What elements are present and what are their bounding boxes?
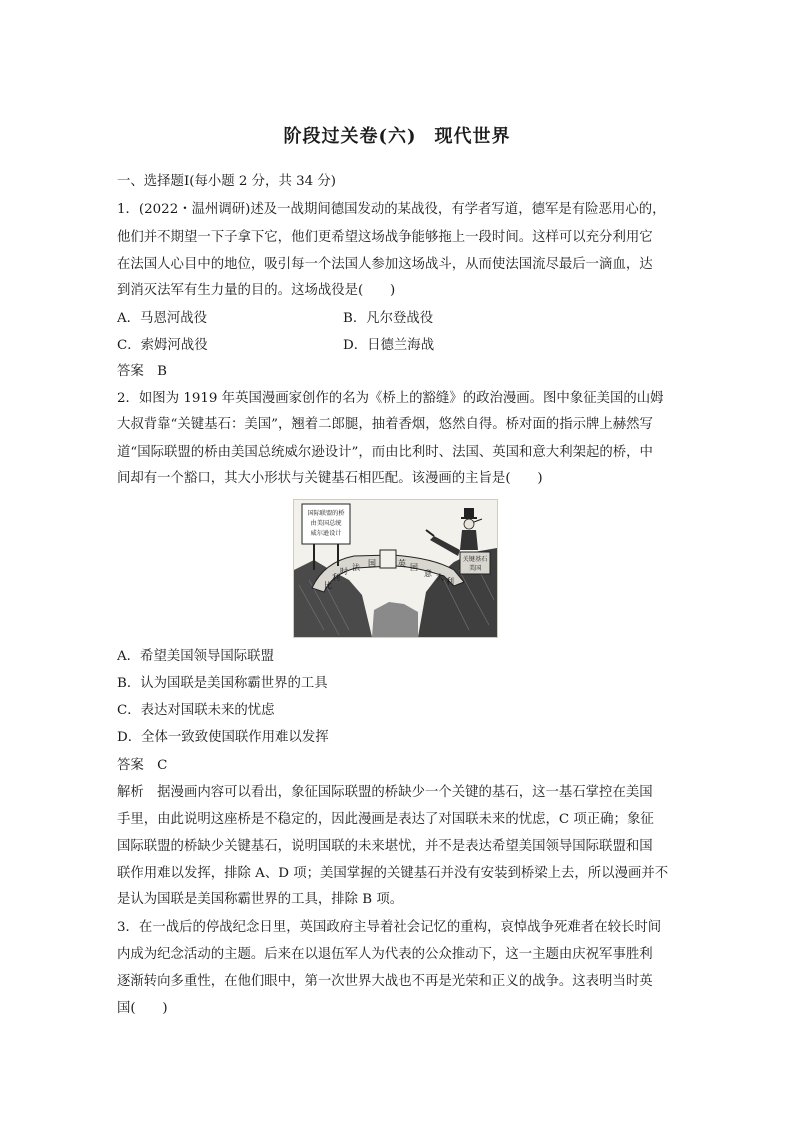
title-sub: 现代世界 xyxy=(434,126,511,147)
page-title xyxy=(0,122,794,148)
stone-label: 大 xyxy=(436,573,444,582)
section-heading: 一、选择题Ⅰ(每小题 2 分，共 34 分) xyxy=(117,174,337,189)
sign-text: 威尔逊设计 xyxy=(310,530,342,537)
q2-analysis-line: 国际联盟的桥缺少关键基石，说明国联的未来堪忧，并不是表达希望美国领导国际联盟和国 xyxy=(117,839,653,854)
q1-stem-line: 在法国人心目中的地位，吸引每一个法国人参加这场战斗，从而使法国流尽最后一滴血，达 xyxy=(117,257,653,272)
title-main: 阶段过关卷(六) xyxy=(283,126,417,147)
bridge-cartoon-drawing xyxy=(294,500,497,637)
q3-stem-line: 国( ) xyxy=(117,1001,168,1016)
q3-stem-line: 逐渐转向多重性，在他们眼中，第一次世界大战也不再是光荣和正义的战争。这表明当时英 xyxy=(117,974,653,989)
q1-stem-line: 到消灭法军有生力量的目的。这场战役是( ) xyxy=(117,283,396,298)
stone-label: 利 xyxy=(446,577,454,586)
uncle-sam-figure xyxy=(426,508,482,556)
sign-text: 国际联盟的桥 xyxy=(307,510,345,517)
q2-analysis-line: 解析 据漫画内容可以看出，象征国际联盟的桥缺少一个关键的基石，这一基石掌控在美国 xyxy=(117,785,653,800)
stone-label: 利 xyxy=(332,573,340,582)
stone-label: 法 xyxy=(352,563,360,572)
q2-option-a: A．希望美国领导国际联盟 xyxy=(117,649,274,664)
q3-stem-line: 3．在一战后的停战纪念日里，英国政府主导着社会记忆的重构，哀悼战争死难者在较长时间 xyxy=(117,920,662,935)
bridge-cartoon xyxy=(293,499,498,638)
sign-text: 由美国总统 xyxy=(310,520,342,527)
q1-option-a: A．马恩河战役 xyxy=(117,311,208,326)
q2-stem-line: 大叔背靠“关键基石：美国”，翘着二郎腿，抽着香烟，悠然自得。桥对面的指示牌上赫然写 xyxy=(117,417,653,432)
q2-analysis-line: 联作用难以发挥，排除 A、D 项；美国掌握的关键基石并没有安装到桥梁上去，所以漫画并不 xyxy=(117,866,669,881)
stone-label: 英 xyxy=(398,559,406,568)
q3-stem-line: 内成为纪念活动的主题。后来在以退伍军人为代表的公众推动下，这一主题由庆祝军事胜利 xyxy=(117,947,653,962)
q2-stem-line: 间却有一个豁口，其大小形状与关键基石相匹配。该漫画的主旨是( ) xyxy=(117,471,543,486)
q2-answer: 答案 C xyxy=(117,758,168,773)
q1-stem-line: 他们并不期望一下子拿下它，他们更希望这场战争能够拖上一段时间。这样可以充分利用它 xyxy=(117,230,653,245)
q2-analysis-line: 是认为国联是美国称霸世界的工具，排除 B 项。 xyxy=(117,892,404,907)
q1-answer: 答案 B xyxy=(117,364,168,379)
q1-stem-line: 1．(2022・温州调研)述及一战期间德国发动的某战役，有学者写道，德军是有险恶用心的， xyxy=(117,202,666,217)
q2-stem-line: 2．如图为 1919 年英国漫画家创作的名为《桥上的豁缝》的政治漫画。图中象征美国的山姆 xyxy=(117,391,664,406)
keystone-label: 关键基石 xyxy=(462,556,488,563)
q2-stem-line: 道“国际联盟的桥由美国总统威尔逊设计”，而由比利时、法国、英国和意大利架起的桥，中 xyxy=(117,445,653,460)
stone-label: 国 xyxy=(410,563,418,572)
stone-label: 比 xyxy=(324,581,332,590)
chasm xyxy=(372,602,418,637)
stone-label: 时 xyxy=(340,567,348,576)
q2-option-b: B．认为国联是美国称霸世界的工具 xyxy=(117,676,328,691)
q1-option-b: B．凡尔登战役 xyxy=(343,311,434,326)
q2-option-c: C．表达对国联未来的忧虑 xyxy=(117,703,275,718)
stone-label: 国 xyxy=(368,559,376,568)
stone-label: 意 xyxy=(424,569,432,578)
q1-option-d: D．日德兰海战 xyxy=(343,338,435,353)
q1-option-c: C．索姆河战役 xyxy=(117,338,208,353)
q2-option-d: D．全体一致致使国联作用难以发挥 xyxy=(117,730,329,745)
keystone-label: 美国 xyxy=(468,565,482,572)
q2-analysis-line: 手里，由此说明这座桥是不稳定的，因此漫画是表达了对国联未来的忧虑，C 项正确；象征 xyxy=(117,812,654,827)
bridge-gap xyxy=(380,550,396,568)
